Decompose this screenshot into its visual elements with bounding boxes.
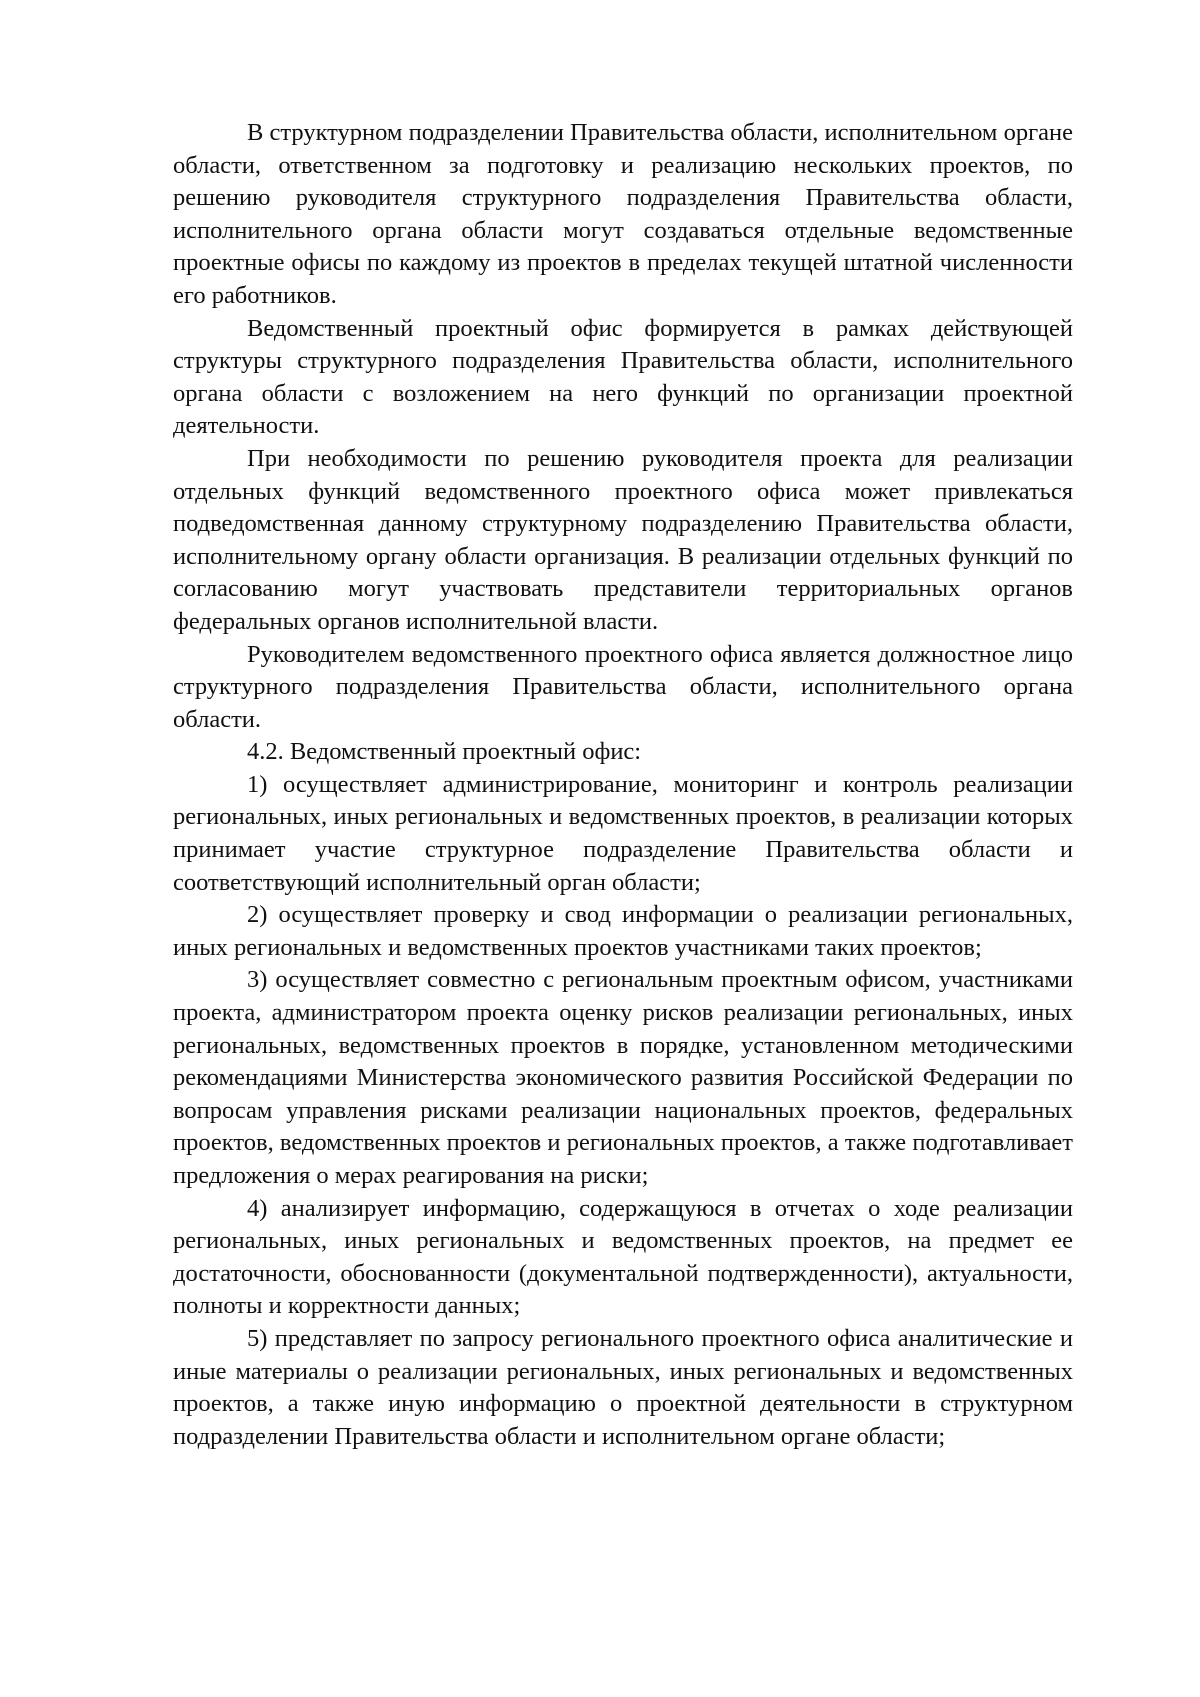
- section-heading-4-2: 4.2. Ведомственный проектный офис:: [247, 738, 642, 766]
- document-page: [173, 117, 1073, 1453]
- list-item-1: 1) осуществляет администрирование, мониторинг и контроль реализации региональных, иных региональных и ведомственных проектов, в реализации которых принимает участие структурное подразделение Правительства области и соответствующий исполнительный орган области;: [173, 770, 1073, 896]
- list-item-5: 5) представляет по запросу регионального проектного офиса аналитические и иные материалы о реализации региональных, иных региональных и ведомственных проектов, а также иную информацию о проектной деятельности в структурном подразделении Правительства области и исполнительном органе области;: [173, 1324, 1073, 1450]
- paragraph-department-offices: В структурном подразделении Правительства области, исполнительном органе области, ответственном за подготовку и реализацию нескольких проектов, по решению руководителя структурного подразделения Правительства области, исполнительного органа области могут создаваться отдельные ведомственные проектные офисы по каждому из проектов в пределах текущей штатной численности его работников.: [173, 119, 1073, 309]
- paragraph-office-head: Руководителем ведомственного проектного офиса является должностное лицо структурного подразделения Правительства области, исполнительного органа области.: [173, 640, 1073, 733]
- paragraph-subordinate-organization: При необходимости по решению руководителя проекта для реализации отдельных функций ведомственного проектного офиса может привлекаться подведомственная данному структурному подразделению Правительства области, исполнительному органу области организация. В реализации отдельных функций по согласованию могут участвовать представители территориальных органов федеральных органов исполнительной власти.: [173, 444, 1073, 635]
- paragraph-office-formation: Ведомственный проектный офис формируется в рамках действующей структуры структурного подразделения Правительства области, исполнительного органа области с возложением на него функций по организации проектной деятельности.: [173, 314, 1073, 440]
- list-item-3: 3) осуществляет совместно с региональным проектным офисом, участниками проекта, администратором проекта оценку рисков реализации региональных, иных региональных, ведомственных проектов в порядке, установленном методическими рекомендациями Министерства экономического развития Российской Федерации по вопросам управления рисками реализации национальных проектов, федеральных проектов, ведомственных проектов и региональных проектов, а также подготавливает предложения о мерах реагирования на риски;: [173, 966, 1073, 1189]
- list-item-4: 4) анализирует информацию, содержащуюся в отчетах о ходе реализации региональных, иных региональных и ведомственных проектов, на предмет ее достаточности, обоснованности (документальной подтвержденности), актуальности, полноты и корректности данных;: [173, 1194, 1073, 1320]
- list-item-2: 2) осуществляет проверку и свод информации о реализации региональных, иных региональных и ведомственных проектов участниками таких проектов;: [173, 901, 1073, 961]
